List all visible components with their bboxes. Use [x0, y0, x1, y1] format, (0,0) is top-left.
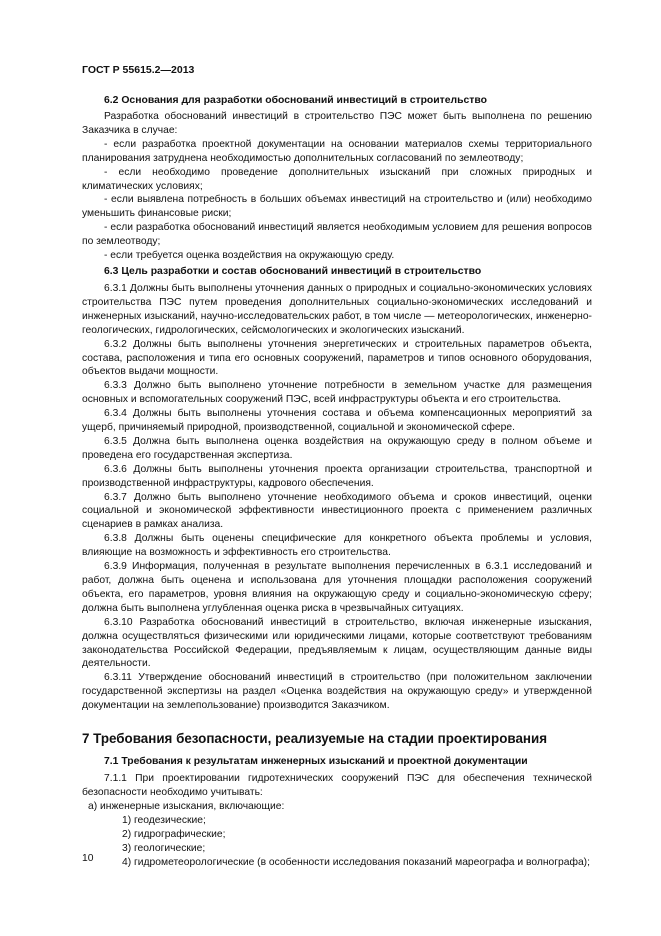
paragraph-6-3-3: 6.3.3 Должно быть выполнено уточнение потребности в земельном участке для размещения основных и вспомогательных сооружений ПЭС, всей инфраструктуры объекта и его строительства.: [82, 380, 592, 406]
paragraph-6-3-4: 6.3.4 Должны быть выполнены уточнения состава и объема компенсационных мероприятий за ущерб, причиняемый природной, производственной, социальной и экономической сфере.: [82, 408, 592, 434]
paragraph-6-3-1: 6.3.1 Должны быть выполнены уточнения данных о природных и социально-экономических условиях строительства ПЭС путем проведения дополнительных социально-экономических исследований и инженерных изысканий, научно-исследовательских работ, в том числе — метеорологических, инженерно-геологических, гидрологических, сейсмологических и экологических изысканий.: [82, 282, 592, 336]
paragraph-6-3-7: 6.3.7 Должно быть выполнено уточнение необходимого объема и сроков инвестиций, оценки социальной и экономической эффективности инвестиционного проекта с применением различных сценариев в рамках анализа.: [82, 491, 592, 531]
list-item: - если разработка обоснований инвестиций является необходимым условием для решения вопросов по землеотводу;: [82, 222, 592, 248]
paragraph-6-3-6: 6.3.6 Должны быть выполнены уточнения проекта организации строительства, транспортной и производственной инфраструктуры, кадрового обеспечения.: [82, 463, 592, 489]
list-item-a: а) инженерные изыскания, включающие:: [88, 800, 285, 812]
numbered-item: 3) геологические;: [122, 842, 206, 854]
list-item: - если разработка проектной документации на основании материалов схемы территориального планирования затруднена необходимостью дополнительных согласований по землеотводу;: [82, 138, 592, 164]
section-6-2-intro: Разработка обоснований инвестиций в строительство ПЭС может быть выполнена по решению Заказчика в случае:: [82, 111, 592, 136]
numbered-item: 2) гидрографические;: [122, 828, 226, 840]
page-number: 10: [82, 853, 94, 864]
numbered-item: 1) геодезические;: [122, 814, 206, 826]
list-item: - если выявлена потребность в больших объемах инвестиций на строительство и (или) необходимо уменьшить финансовые риски;: [82, 194, 592, 220]
paragraph-6-3-5: 6.3.5 Должна быть выполнена оценка воздействия на окружающую среду в полном объеме и проведена его государственная экспертиза.: [82, 435, 592, 461]
paragraph-6-3-8: 6.3.8 Должны быть оценены специфические для конкретного объекта проблемы и условия, влияющие на возможность и эффективность его строительства.: [82, 533, 592, 559]
section-7-title: 7 Требования безопасности, реализуемые на стадии проектирования: [82, 731, 548, 747]
page-content: [82, 94, 592, 869]
paragraph-6-3-2: 6.3.2 Должны быть выполнены уточнения энергетических и строительных параметров объекта, состава, расположения и типа его основных сооружений, параметров и типов основного оборудования, объектов выдачи мощности.: [82, 338, 592, 378]
paragraph-6-3-10: 6.3.10 Разработка обоснований инвестиций в строительство, включая инженерные изыскания, должна осуществляться физическими или юридическими лицами, которые соответствуют требованиям законодательства Российской Федерации, предъявляемым к лицам, осуществляющим данные виды деятельности.: [82, 616, 592, 670]
paragraph-7-1-1: 7.1.1 При проектировании гидротехнических сооружений ПЭС для обеспечения технической безопасности необходимо учитывать:: [82, 773, 592, 798]
section-6-2-title: 6.2 Основания для разработки обоснований инвестиций в строительство: [104, 95, 487, 106]
paragraph-6-3-9: 6.3.9 Информация, полученная в результате выполнения перечисленных в 6.3.1 исследований и работ, должна быть оценена и использована для уточнения площадки расположения сооружений объекта, его параметров, уровня влияния на окружающую среду и социально-экономическую сферу; должна быть выполнена углубленная оценка риска в чрезвычайных ситуациях.: [82, 561, 592, 614]
list-item: - если необходимо проведение дополнительных изысканий при сложных природных и климатических условиях;: [82, 166, 592, 192]
section-7-1-title: 7.1 Требования к результатам инженерных изысканий и проектной документации: [104, 756, 528, 768]
paragraph-6-3-11: 6.3.11 Утверждение обоснований инвестиций в строительство (при положительном заключении государственной экспертизы на раздел «Оценка воздействия на окружающую среду» и утвержденной документации на землепользование) производится Заказчиком.: [82, 672, 592, 712]
section-6-3-title: 6.3 Цель разработки и состав обоснований инвестиций в строительство: [104, 265, 482, 277]
numbered-item: 4) гидрометеорологические (в особенности исследования показаний мареографа и волнографа);: [122, 856, 590, 868]
list-item: - если требуется оценка воздействия на окружающую среду.: [104, 250, 395, 262]
document-id: ГОСТ Р 55615.2—2013: [82, 64, 195, 76]
